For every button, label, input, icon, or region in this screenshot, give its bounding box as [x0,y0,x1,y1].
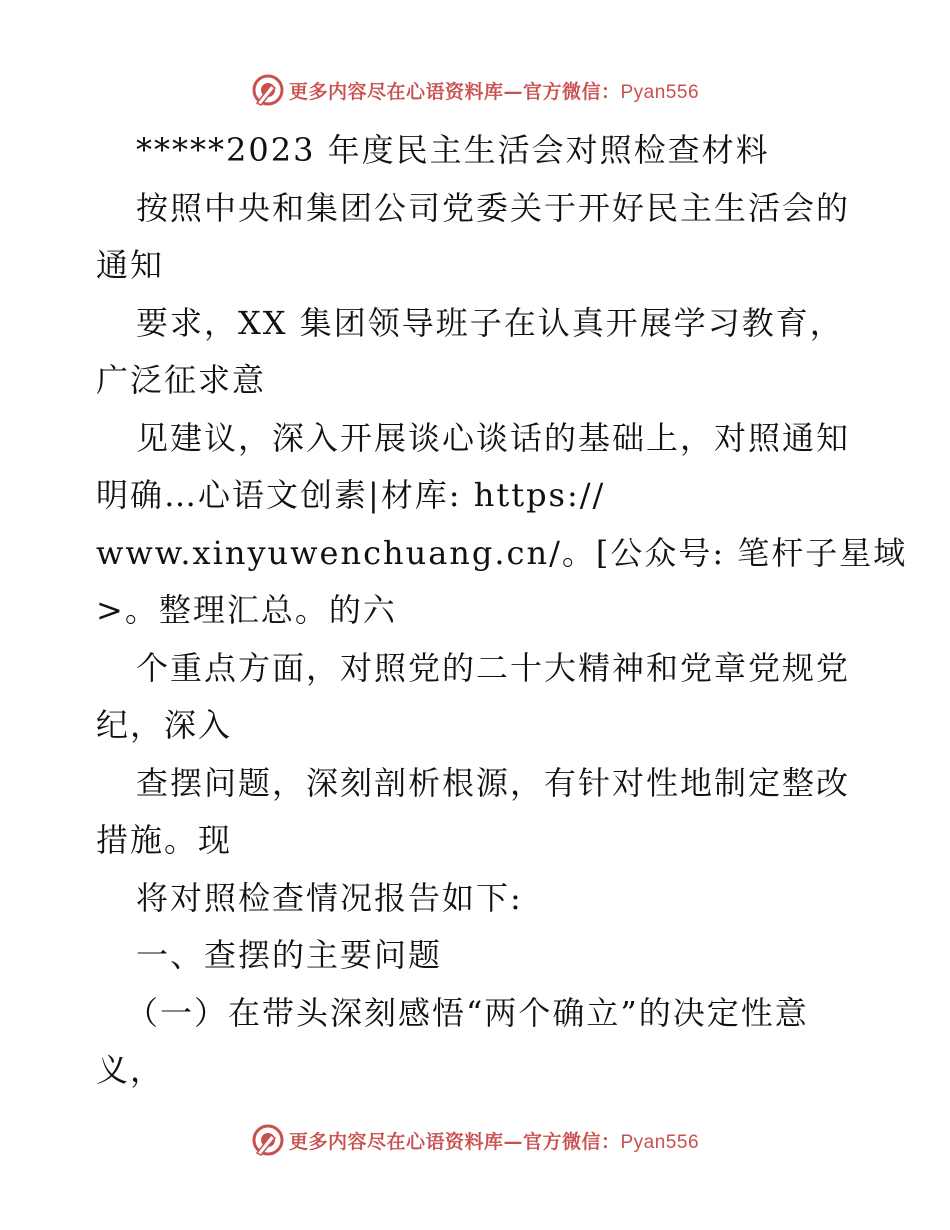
watermark-dash: — [503,80,523,103]
document-line: 措施。现 [96,821,233,859]
document-line: 见建议，深入开展谈心谈话的基础上，对照通知 [136,418,851,457]
watermark-wechat-id: Pyan556 [620,1131,700,1153]
document-line: >。整理汇总。的六 [96,591,397,629]
document-line: 义， [96,1051,165,1089]
document-line: 将对照检查情况报告如下: [136,878,523,917]
document-line: 要求，XX 集团领导班子在认真开展学习教育， [136,303,844,342]
pen-circle-logo-icon [251,73,285,107]
document-line: 查摆问题，深刻剖析根源，有针对性地制定整改 [136,763,851,802]
document-line: 个重点方面，对照党的二十大精神和党章党规党 [136,648,851,687]
document-line: www.xinyuwenchuang.cn/。[公众号: 笔杆子星域 [96,533,908,572]
watermark-banner-bottom [0,1120,950,1160]
document-line: 通知 [96,246,165,284]
document-line: 按照中央和集团公司党委关于开好民主生活会的 [136,188,851,227]
watermark-wechat-label: 官方微信： [522,1130,621,1153]
watermark-main-text: 更多内容尽在心语资料库 [288,1130,504,1153]
document-line: 一、查摆的主要问题 [136,936,443,974]
document-line: *****2023 年度民主生活会对照检查材料 [136,131,770,169]
watermark-main-text: 更多内容尽在心语资料库 [288,80,504,103]
document-line: 明确…心语文创素|材库: https:// [96,476,606,514]
watermark-banner-top [0,70,950,110]
document-body [96,122,908,1100]
watermark-wechat-label: 官方微信： [522,80,621,103]
watermark-dash: — [503,1130,523,1153]
document-line: （一）在带头深刻感悟“两个确立”的决定性意 [126,993,809,1032]
watermark-wechat-id: Pyan556 [620,81,700,103]
document-line: 纪，深入 [96,706,233,744]
pen-circle-logo-icon [251,1123,285,1157]
document-line: 广泛征求意 [96,361,267,399]
